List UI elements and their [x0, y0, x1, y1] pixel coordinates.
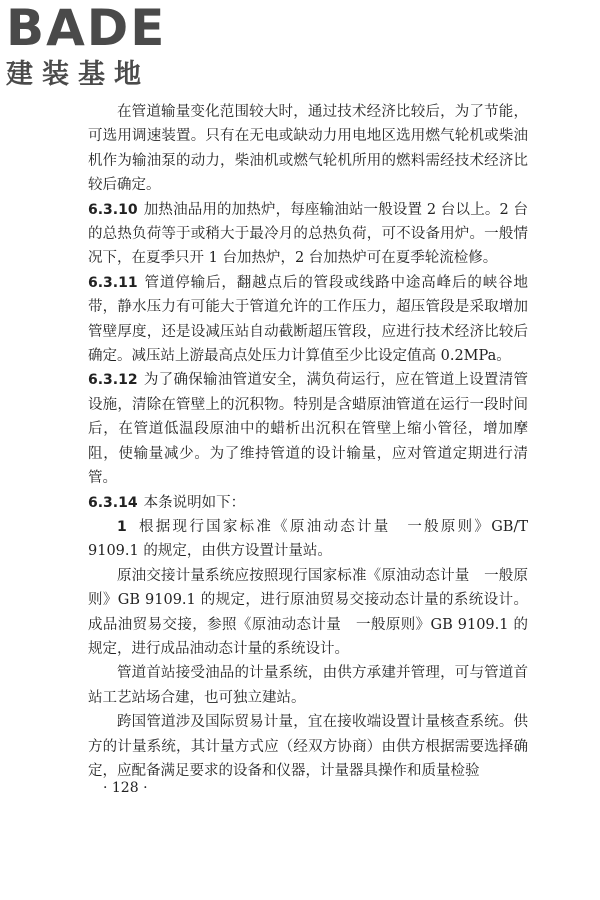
page-number: · 128 ·	[103, 780, 148, 796]
list-item-text: 根据现行国家标准《原油动态计量 一般原则》GB/T 9109.1 的规定，由供方设置计量站。	[88, 518, 528, 560]
watermark-brand: BADE	[6, 0, 167, 57]
document-body	[88, 100, 528, 783]
clause-text: 加热油品用的加热炉，每座输油站一般设置 2 台以上。2 台的总热负荷等于或稍大于最冷月的总热负荷，可不设备用炉。一般情况下，在夏季只开 1 台加热炉，2 台加热炉可在夏季轮流检修。	[88, 201, 528, 267]
list-item-1	[88, 515, 528, 564]
watermark-logo	[6, 2, 176, 98]
clause-number: 6.3.12	[88, 372, 138, 389]
clause-number: 6.3.10	[88, 201, 138, 218]
clause-6-3-10	[88, 198, 528, 271]
clause-6-3-11	[88, 271, 528, 369]
clause-number: 6.3.14	[88, 494, 138, 511]
clause-6-3-14	[88, 491, 528, 515]
paragraph-pump-drive: 在管道输量变化范围较大时，通过技术经济比较后，为了节能，可选用调速装置。只有在无电或缺动力用电地区选用燃气轮机或柴油机作为输油泵的动力，柴油机或燃气轮机所用的燃料需经技术经济比较后确定。	[88, 104, 528, 194]
paragraph-first-station: 管道首站接受油品的计量系统，由供方承建并管理，可与管道首站工艺站场合建，也可独立建站。	[88, 665, 528, 706]
clause-text: 为了确保输油管道安全，满负荷运行，应在管道上设置清管设施，清除在管壁上的沉积物。特别是含蜡原油管道在运行一段时间后，在管道低温段原油中的蜡析出沉积在管壁上缩小管径，增加摩阻，使输量减少。为了维持管道的设计输量，应对管道定期进行清管。	[88, 372, 528, 487]
clause-number: 6.3.11	[88, 274, 138, 291]
watermark-subtitle: 建装基地	[6, 59, 150, 90]
list-item-number: 1	[117, 518, 127, 535]
clause-6-3-12	[88, 368, 528, 490]
paragraph-cross-border: 跨国管道涉及国际贸易计量，宜在接收端设置计量核查系统。供方的计量系统，其计量方式应（经双方协商）由供方根据需要选择确定，应配备满足要求的设备和仪器，计量器具操作和质量检验	[88, 714, 528, 779]
clause-text: 管道停输后，翻越点后的管段或线路中途高峰后的峡谷地带，静水压力有可能大于管道允许的工作压力，超压管段是采取增加管壁厚度，还是设减压站自动截断超压管段，应进行技术经济比较后确定。减压站上游最高点处压力计算值至少比设定值高 0.2MPa。	[88, 274, 528, 365]
clause-text: 本条说明如下：	[143, 494, 246, 511]
paragraph-crude-metering: 原油交接计量系统应按照现行国家标准《原油动态计量 一般原则》GB 9109.1 的规定，进行原油贸易交接动态计量的系统设计。成品油贸易交接，参照《原油动态计量 一般原则》GB 9109.1 的规定，进行成品油动态计量的系统设计。	[88, 567, 528, 657]
